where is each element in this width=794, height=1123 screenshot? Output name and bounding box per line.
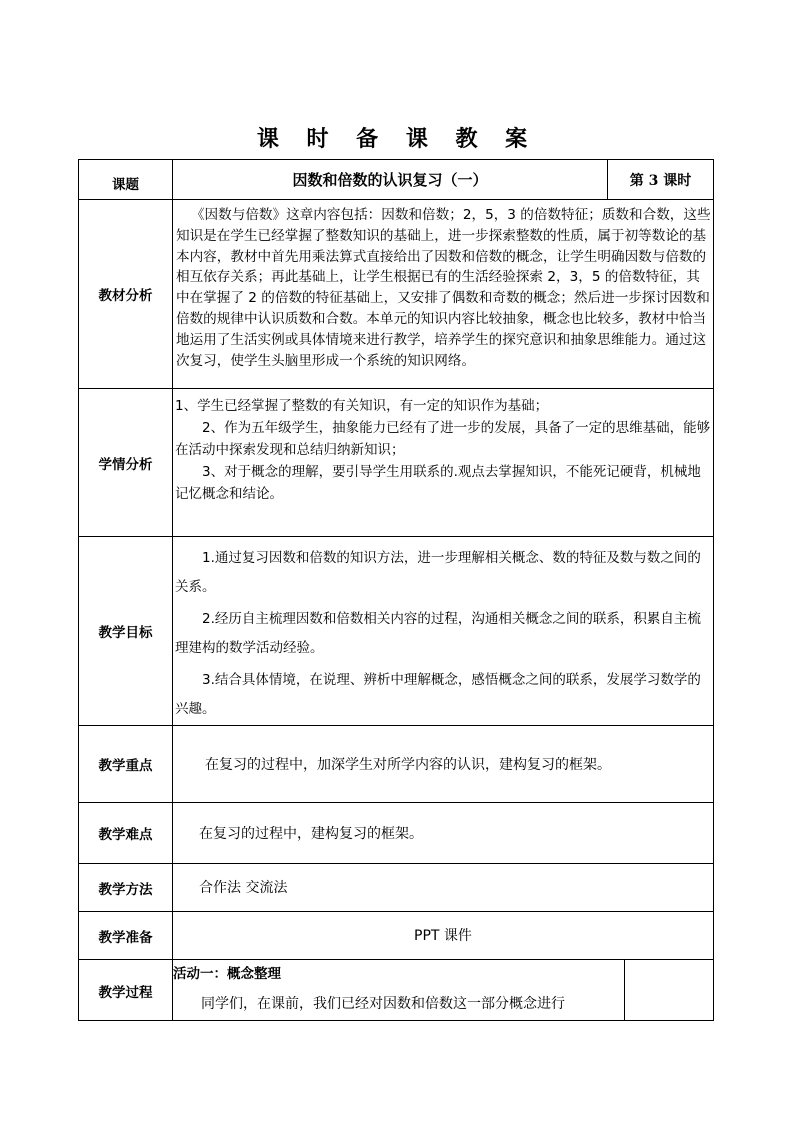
column-divider [624, 959, 625, 1021]
process-label: 教学过程 [98, 984, 153, 1001]
student-analysis-item-3: 3、对于概念的理解，要引导学生用联系的.观点去掌握知识，不能死记硬背，机械地记忆概念和结论。 [175, 464, 701, 502]
preparation-label: 教学准备 [98, 929, 153, 946]
material-analysis-text [173, 203, 713, 388]
student-analysis-item-2: 2、作为五年级学生，抽象能力已经有了进一步的发展，具备了一定的思维基础，能够在活动中探索发现和总结归纳新知识； [175, 420, 711, 458]
lesson-plan-table [78, 159, 714, 1021]
key-points-text: 在复习的过程中，加深学生对所学内容的认识，建构复习的框架。 [205, 756, 611, 773]
activity-title: 活动一：概念整理 [173, 966, 281, 982]
material-analysis-paragraph: 《因数与倍数》这章内容包括：因数和倍数；2，5，3 的倍数特征；质数和合数，这些知识是在学生已经掌握了整数知识的基础上，进一步探索整数的性质，属于初等数论的基本内容，教材中首先用乘法算式直接给出了因数和倍数的概念，让学生明确因数与倍数的相互依存关系；再此基础上，让学生根据已有的生活经验探索 2，3，5 的倍数特征，其中在掌握了 2 的倍数的特征基础上，又安排了偶数和奇数的概念；然后进一步探讨因数和倍数的规律中认识质数和合数。本单元的知识内容比较抽象，概念也比较多，教材中恰当地运用了生活实例或具体情境来进行教学，培养学生的探究意识和抽象思维能力。通过这次复习，使学生头脑里形成一个系统的知识网络。 [176, 207, 711, 369]
period-value: 第 3 课时 [629, 172, 692, 189]
material-analysis-label: 教材分析 [98, 288, 153, 304]
row-divider [79, 199, 713, 200]
goal-item-1: 1.通过复习因数和倍数的知识方法，进一步理解相关概念、数的特征及数与数之间的关系。 [175, 550, 701, 595]
methods-text: 合作法 交流法 [199, 880, 288, 897]
topic-value: 因数和倍数的认识复习（一） [292, 171, 488, 189]
goal-item-2: 2.经历自主梳理因数和倍数相关内容的过程，沟通相关概念之间的联系，积累自主梳理建构的数学活动经验。 [175, 611, 701, 656]
row-divider [79, 388, 713, 389]
process-text: 同学们，在课前，我们已经对因数和倍数这一部分概念进行 [201, 996, 565, 1012]
document-title: 课 时 备 课 教 案 [256, 126, 538, 152]
goals-text [173, 542, 713, 725]
topic-label: 课题 [112, 176, 139, 193]
student-analysis-label: 学情分析 [98, 456, 153, 473]
goal-item-3: 3.结合具体情境，在说理、辨析中理解概念，感悟概念之间的联系，发展学习数学的兴趣。 [175, 672, 701, 717]
key-points-label: 教学重点 [98, 758, 153, 774]
difficulties-text: 在复习的过程中，建构复习的框架。 [199, 825, 423, 842]
goals-label: 教学目标 [98, 625, 153, 641]
row-divider [79, 536, 713, 537]
row-divider [79, 959, 713, 960]
difficulties-label: 教学难点 [98, 827, 153, 843]
student-analysis-item-1: 1、学生已经掌握了整数的有关知识，有一定的知识作为基础； [175, 398, 549, 414]
methods-label: 教学方法 [98, 881, 153, 898]
student-analysis-text [173, 393, 713, 536]
preparation-text: PPT 课件 [414, 928, 472, 945]
